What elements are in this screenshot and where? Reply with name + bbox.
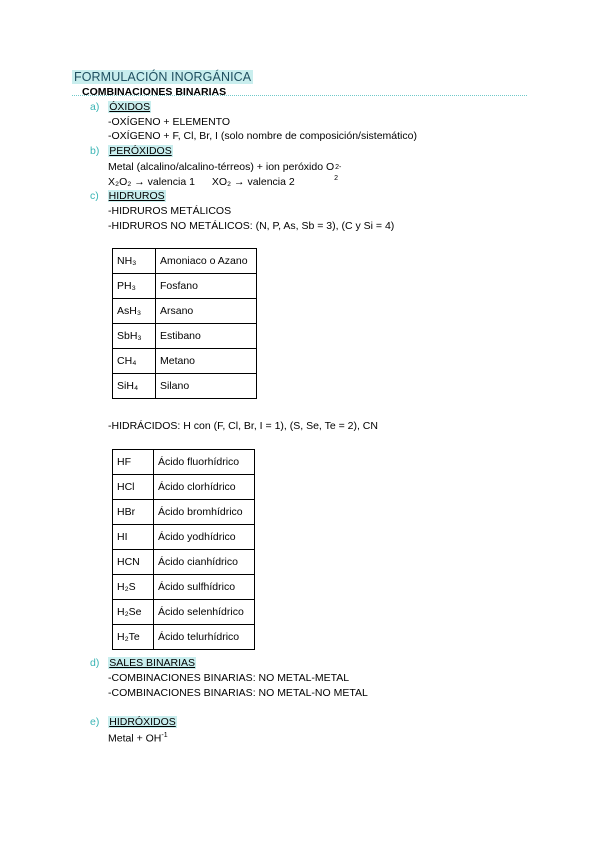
formula-cell: HCN	[113, 550, 154, 575]
section-title: HIDRUROS	[108, 190, 165, 202]
name-cell: Silano	[156, 374, 257, 399]
table-row	[113, 500, 255, 525]
formula-cell: HI	[113, 525, 154, 550]
formula-cell: AsH₃	[113, 299, 156, 324]
table-row	[113, 450, 255, 475]
text-line: Metal (alcalino/alcalino-térreos) + ion peróxido O	[108, 161, 335, 173]
text-line: Metal + OH	[108, 732, 162, 745]
hidracidos-table	[112, 449, 255, 650]
text-line: -OXÍGENO + ELEMENTO	[108, 116, 231, 128]
name-cell: Ácido bromhídrico	[154, 500, 255, 525]
text-line: -COMBINACIONES BINARIAS: NO METAL-NO METAL	[108, 687, 368, 699]
section-hidroxidos-heading	[90, 716, 177, 728]
formula-cell: H₂Se	[113, 600, 154, 625]
name-cell: Amoniaco o Azano	[156, 249, 257, 274]
valencia-line	[108, 176, 295, 188]
section-letter: d)	[90, 657, 100, 669]
formula-cell: HBr	[113, 500, 154, 525]
table-row	[113, 374, 257, 399]
text-line: X₂O₂ → valencia 1	[108, 176, 195, 188]
formula-cell: NH₃	[113, 249, 156, 274]
formula-cell: HF	[113, 450, 154, 475]
text-line: -HIDRUROS NO METÁLICOS: (N, P, As, Sb = 3), (C y Si = 4)	[108, 220, 395, 232]
hidruros-table	[112, 248, 257, 399]
name-cell: Metano	[156, 349, 257, 374]
superscript: 2-	[335, 164, 342, 171]
table-row	[113, 299, 257, 324]
page-title: FORMULACIÓN INORGÁNICA	[74, 70, 252, 84]
formula-cell: HCl	[113, 475, 154, 500]
table-row	[113, 550, 255, 575]
table-row	[113, 525, 255, 550]
formula-cell: H₂Te	[113, 625, 154, 650]
name-cell: Fosfano	[156, 274, 257, 299]
name-cell: Ácido fluorhídrico	[154, 450, 255, 475]
name-cell: Ácido clorhídrico	[154, 475, 255, 500]
table-row	[113, 475, 255, 500]
section-letter: a)	[90, 101, 100, 113]
section-title: SALES BINARIAS	[109, 657, 196, 669]
name-cell: Ácido sulfhídrico	[154, 575, 255, 600]
superscript: -1	[161, 732, 168, 739]
table-row	[113, 249, 257, 274]
text-line: XO₂ → valencia 2	[211, 176, 295, 188]
subscript: 2	[334, 175, 339, 182]
section-sales-heading	[90, 657, 196, 669]
table-row	[113, 575, 255, 600]
name-cell: Ácido cianhídrico	[154, 550, 255, 575]
section-title: PERÓXIDOS	[109, 145, 172, 157]
dotted-divider	[72, 95, 527, 96]
section-letter: b)	[90, 145, 100, 157]
section-title: ÓXIDOS	[109, 101, 151, 113]
formula-cell: SiH₄	[113, 374, 156, 399]
table-row	[113, 625, 255, 650]
text-line: -HIDRÁCIDOS: H con (F, Cl, Br, I = 1), (S, Se, Te = 2), CN	[108, 420, 378, 432]
hydroxide-line	[108, 732, 168, 745]
text-line: -OXÍGENO + F, Cl, Br, I (solo nombre de composición/sistemático)	[108, 130, 417, 142]
name-cell: Ácido yodhídrico	[154, 525, 255, 550]
text-line: -HIDRUROS METÁLICOS	[108, 205, 232, 217]
section-hidruros-heading	[90, 190, 166, 202]
section-letter: c)	[90, 190, 99, 202]
name-cell: Ácido selenhídrico	[154, 600, 255, 625]
section-letter: e)	[90, 716, 100, 728]
formula-cell: CH₄	[113, 349, 156, 374]
name-cell: Estibano	[156, 324, 257, 349]
table-row	[113, 600, 255, 625]
section-oxidos-heading	[90, 101, 151, 113]
section-title: HIDRÓXIDOS	[109, 716, 176, 728]
text-line: -COMBINACIONES BINARIAS: NO METAL-METAL	[108, 672, 350, 684]
section-peroxidos-heading	[90, 145, 173, 157]
table-row	[113, 349, 257, 374]
name-cell: Arsano	[156, 299, 257, 324]
formula-cell: PH₃	[113, 274, 156, 299]
formula-cell: SbH₃	[113, 324, 156, 349]
page-subtitle: COMBINACIONES BINARIAS	[82, 86, 227, 98]
table-row	[113, 324, 257, 349]
name-cell: Ácido telurhídrico	[154, 625, 255, 650]
table-row	[113, 274, 257, 299]
formula-cell: H₂S	[113, 575, 154, 600]
